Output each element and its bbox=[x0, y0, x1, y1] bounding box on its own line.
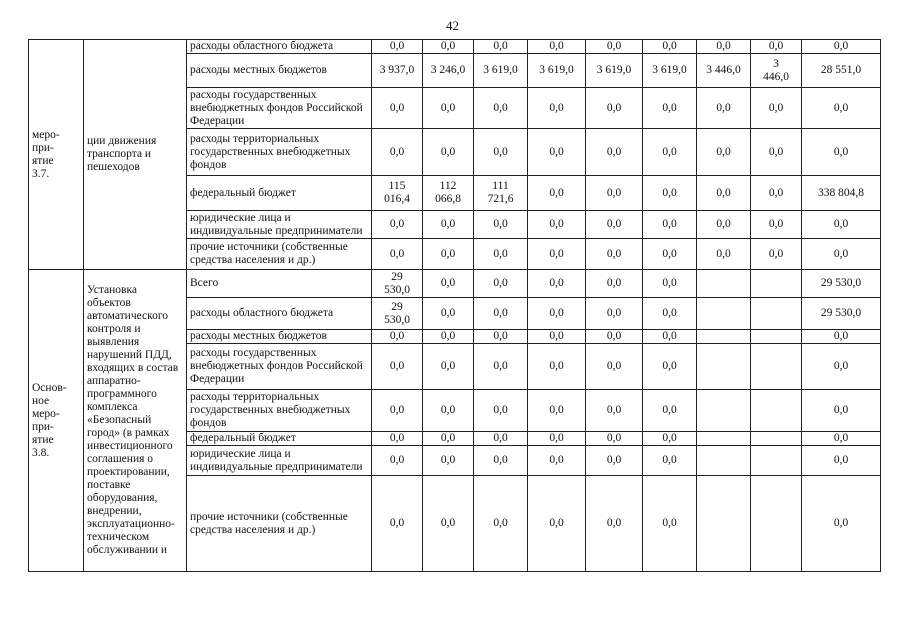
year-value-cell: 0,0 bbox=[697, 88, 751, 129]
activity-description bbox=[84, 270, 187, 572]
year-value-cell: 0,0 bbox=[528, 129, 586, 176]
year-value-cell: 0,0 bbox=[697, 40, 751, 54]
year-value-cell: 0,0 bbox=[474, 298, 528, 330]
year-value-cell: 3 937,0 bbox=[372, 54, 423, 88]
year-value-cell: 0,0 bbox=[643, 88, 697, 129]
total-value-cell: 0,0 bbox=[802, 476, 881, 572]
year-value-cell: 0,0 bbox=[528, 176, 586, 211]
year-value-cell: 0,0 bbox=[586, 129, 643, 176]
year-value-cell bbox=[751, 390, 802, 432]
year-value-cell: 0,0 bbox=[586, 344, 643, 390]
year-value-cell: 0,0 bbox=[423, 432, 474, 446]
year-value-cell: 0,0 bbox=[643, 476, 697, 572]
year-value-cell: 0,0 bbox=[372, 239, 423, 270]
year-value-cell: 3 446,0 bbox=[751, 54, 802, 88]
year-value-cell: 0,0 bbox=[474, 344, 528, 390]
year-value-cell bbox=[751, 270, 802, 298]
total-value-cell: 0,0 bbox=[802, 390, 881, 432]
year-value-cell: 0,0 bbox=[586, 432, 643, 446]
year-value-cell: 0,0 bbox=[528, 270, 586, 298]
year-value-cell: 111 721,6 bbox=[474, 176, 528, 211]
year-value-cell: 0,0 bbox=[643, 344, 697, 390]
year-value-cell: 0,0 bbox=[372, 390, 423, 432]
year-value-cell bbox=[697, 344, 751, 390]
total-value-cell: 0,0 bbox=[802, 344, 881, 390]
year-value-cell bbox=[751, 432, 802, 446]
year-value-cell: 0,0 bbox=[697, 176, 751, 211]
funding-source: расходы местных бюджетов bbox=[187, 330, 372, 344]
year-value-cell: 0,0 bbox=[643, 176, 697, 211]
year-value-cell: 0,0 bbox=[474, 211, 528, 239]
year-value-cell: 0,0 bbox=[423, 239, 474, 270]
year-value-cell: 0,0 bbox=[586, 390, 643, 432]
year-value-cell: 0,0 bbox=[423, 344, 474, 390]
year-value-cell: 115 016,4 bbox=[372, 176, 423, 211]
total-value-cell: 28 551,0 bbox=[802, 54, 881, 88]
year-value-cell: 0,0 bbox=[372, 432, 423, 446]
year-value-cell: 0,0 bbox=[528, 390, 586, 432]
funding-source: Всего bbox=[187, 270, 372, 298]
year-value-cell: 0,0 bbox=[528, 211, 586, 239]
total-value-cell: 0,0 bbox=[802, 330, 881, 344]
activity-code: Основ- ное меро- при- ятие 3.8. bbox=[29, 270, 84, 572]
year-value-cell: 0,0 bbox=[643, 270, 697, 298]
page-number: 42 bbox=[446, 18, 459, 33]
year-value-cell: 0,0 bbox=[423, 40, 474, 54]
table-row bbox=[29, 270, 881, 298]
year-value-cell bbox=[751, 476, 802, 572]
year-value-cell: 0,0 bbox=[474, 270, 528, 298]
year-value-cell: 0,0 bbox=[474, 330, 528, 344]
funding-source: юридические лица и индивидуальные предприниматели bbox=[187, 446, 372, 476]
activity-description bbox=[84, 40, 187, 270]
year-value-cell: 3 619,0 bbox=[643, 54, 697, 88]
year-value-cell: 0,0 bbox=[372, 330, 423, 344]
funding-source: расходы местных бюджетов bbox=[187, 54, 372, 88]
year-value-cell: 0,0 bbox=[372, 446, 423, 476]
year-value-cell: 0,0 bbox=[643, 330, 697, 344]
year-value-cell bbox=[697, 476, 751, 572]
year-value-cell: 0,0 bbox=[751, 129, 802, 176]
year-value-cell: 29 530,0 bbox=[372, 298, 423, 330]
year-value-cell: 0,0 bbox=[423, 330, 474, 344]
table-row bbox=[29, 40, 881, 54]
year-value-cell: 0,0 bbox=[586, 298, 643, 330]
year-value-cell: 0,0 bbox=[586, 330, 643, 344]
year-value-cell bbox=[697, 432, 751, 446]
year-value-cell bbox=[751, 330, 802, 344]
year-value-cell: 0,0 bbox=[697, 129, 751, 176]
year-value-cell: 0,0 bbox=[423, 88, 474, 129]
year-value-cell: 0,0 bbox=[372, 88, 423, 129]
year-value-cell: 3 246,0 bbox=[423, 54, 474, 88]
activity-description-text: Установка объектов автоматического контроля и выявления нарушений ПДД, входящих в состав аппаратно-программного комплекса «Безопасный город» (в рамках инвестиционного соглашения о проектировании, поставке оборудования, внедрении, эксплуатационно-техническом обслуживании и bbox=[87, 284, 179, 556]
year-value-cell bbox=[751, 446, 802, 476]
year-value-cell: 3 619,0 bbox=[474, 54, 528, 88]
total-value-cell: 29 530,0 bbox=[802, 270, 881, 298]
year-value-cell: 0,0 bbox=[751, 88, 802, 129]
year-value-cell: 112 066,8 bbox=[423, 176, 474, 211]
year-value-cell: 0,0 bbox=[643, 239, 697, 270]
year-value-cell: 3 619,0 bbox=[586, 54, 643, 88]
year-value-cell: 0,0 bbox=[423, 270, 474, 298]
year-value-cell: 0,0 bbox=[751, 211, 802, 239]
year-value-cell: 0,0 bbox=[423, 390, 474, 432]
year-value-cell: 3 619,0 bbox=[528, 54, 586, 88]
year-value-cell: 0,0 bbox=[586, 211, 643, 239]
funding-source: федеральный бюджет bbox=[187, 432, 372, 446]
year-value-cell: 3 446,0 bbox=[697, 54, 751, 88]
year-value-cell: 0,0 bbox=[643, 446, 697, 476]
year-value-cell: 0,0 bbox=[643, 432, 697, 446]
year-value-cell: 0,0 bbox=[528, 88, 586, 129]
year-value-cell: 0,0 bbox=[586, 176, 643, 211]
year-value-cell: 0,0 bbox=[586, 270, 643, 298]
year-value-cell: 0,0 bbox=[474, 129, 528, 176]
year-value-cell: 0,0 bbox=[474, 239, 528, 270]
year-value-cell: 0,0 bbox=[423, 298, 474, 330]
year-value-cell: 0,0 bbox=[528, 40, 586, 54]
year-value-cell: 0,0 bbox=[586, 239, 643, 270]
year-value-cell: 0,0 bbox=[372, 40, 423, 54]
year-value-cell: 0,0 bbox=[423, 129, 474, 176]
funding-source: расходы территориальных государственных внебюджетных фондов bbox=[187, 390, 372, 432]
funding-source: расходы областного бюджета bbox=[187, 40, 372, 54]
year-value-cell: 0,0 bbox=[372, 344, 423, 390]
year-value-cell: 0,0 bbox=[474, 88, 528, 129]
year-value-cell: 0,0 bbox=[474, 432, 528, 446]
total-value-cell: 0,0 bbox=[802, 432, 881, 446]
total-value-cell: 29 530,0 bbox=[802, 298, 881, 330]
year-value-cell: 0,0 bbox=[751, 239, 802, 270]
year-value-cell: 0,0 bbox=[751, 176, 802, 211]
year-value-cell: 0,0 bbox=[643, 298, 697, 330]
year-value-cell: 0,0 bbox=[586, 88, 643, 129]
total-value-cell: 0,0 bbox=[802, 446, 881, 476]
year-value-cell: 0,0 bbox=[528, 344, 586, 390]
total-value-cell: 0,0 bbox=[802, 40, 881, 54]
funding-source: федеральный бюджет bbox=[187, 176, 372, 211]
total-value-cell: 0,0 bbox=[802, 88, 881, 129]
activity-code: меро- при- ятие 3.7. bbox=[29, 40, 84, 270]
year-value-cell: 0,0 bbox=[697, 239, 751, 270]
year-value-cell: 0,0 bbox=[423, 446, 474, 476]
year-value-cell: 0,0 bbox=[643, 40, 697, 54]
year-value-cell: 0,0 bbox=[423, 476, 474, 572]
year-value-cell: 0,0 bbox=[586, 476, 643, 572]
year-value-cell: 29 530,0 bbox=[372, 270, 423, 298]
year-value-cell: 0,0 bbox=[528, 239, 586, 270]
year-value-cell: 0,0 bbox=[474, 476, 528, 572]
year-value-cell bbox=[697, 298, 751, 330]
year-value-cell: 0,0 bbox=[528, 432, 586, 446]
year-value-cell bbox=[697, 390, 751, 432]
budget-table-body bbox=[29, 40, 881, 572]
total-value-cell: 338 804,8 bbox=[802, 176, 881, 211]
year-value-cell: 0,0 bbox=[474, 390, 528, 432]
year-value-cell: 0,0 bbox=[528, 330, 586, 344]
year-value-cell bbox=[697, 446, 751, 476]
funding-source: прочие источники (собственные средства населения и др.) bbox=[187, 476, 372, 572]
year-value-cell: 0,0 bbox=[643, 390, 697, 432]
year-value-cell: 0,0 bbox=[474, 40, 528, 54]
year-value-cell: 0,0 bbox=[372, 211, 423, 239]
year-value-cell: 0,0 bbox=[372, 129, 423, 176]
year-value-cell bbox=[751, 298, 802, 330]
funding-source: расходы государственных внебюджетных фондов Российской Федерации bbox=[187, 88, 372, 129]
total-value-cell: 0,0 bbox=[802, 239, 881, 270]
funding-source: расходы территориальных государственных внебюджетных фондов bbox=[187, 129, 372, 176]
year-value-cell: 0,0 bbox=[586, 40, 643, 54]
total-value-cell: 0,0 bbox=[802, 211, 881, 239]
funding-source: прочие источники (собственные средства населения и др.) bbox=[187, 239, 372, 270]
year-value-cell: 0,0 bbox=[528, 298, 586, 330]
budget-table bbox=[28, 39, 881, 572]
activity-description-text: ции движения транспорта и пешеходов bbox=[87, 135, 157, 173]
year-value-cell: 0,0 bbox=[751, 40, 802, 54]
year-value-cell bbox=[697, 270, 751, 298]
year-value-cell: 0,0 bbox=[528, 446, 586, 476]
year-value-cell: 0,0 bbox=[697, 211, 751, 239]
year-value-cell: 0,0 bbox=[586, 446, 643, 476]
year-value-cell: 0,0 bbox=[423, 211, 474, 239]
funding-source: расходы государственных внебюджетных фондов Российской Федерации bbox=[187, 344, 372, 390]
year-value-cell: 0,0 bbox=[643, 211, 697, 239]
funding-source: расходы областного бюджета bbox=[187, 298, 372, 330]
year-value-cell: 0,0 bbox=[528, 476, 586, 572]
year-value-cell: 0,0 bbox=[372, 476, 423, 572]
year-value-cell: 0,0 bbox=[643, 129, 697, 176]
year-value-cell: 0,0 bbox=[474, 446, 528, 476]
total-value-cell: 0,0 bbox=[802, 129, 881, 176]
year-value-cell bbox=[751, 344, 802, 390]
year-value-cell bbox=[697, 330, 751, 344]
funding-source: юридические лица и индивидуальные предприниматели bbox=[187, 211, 372, 239]
